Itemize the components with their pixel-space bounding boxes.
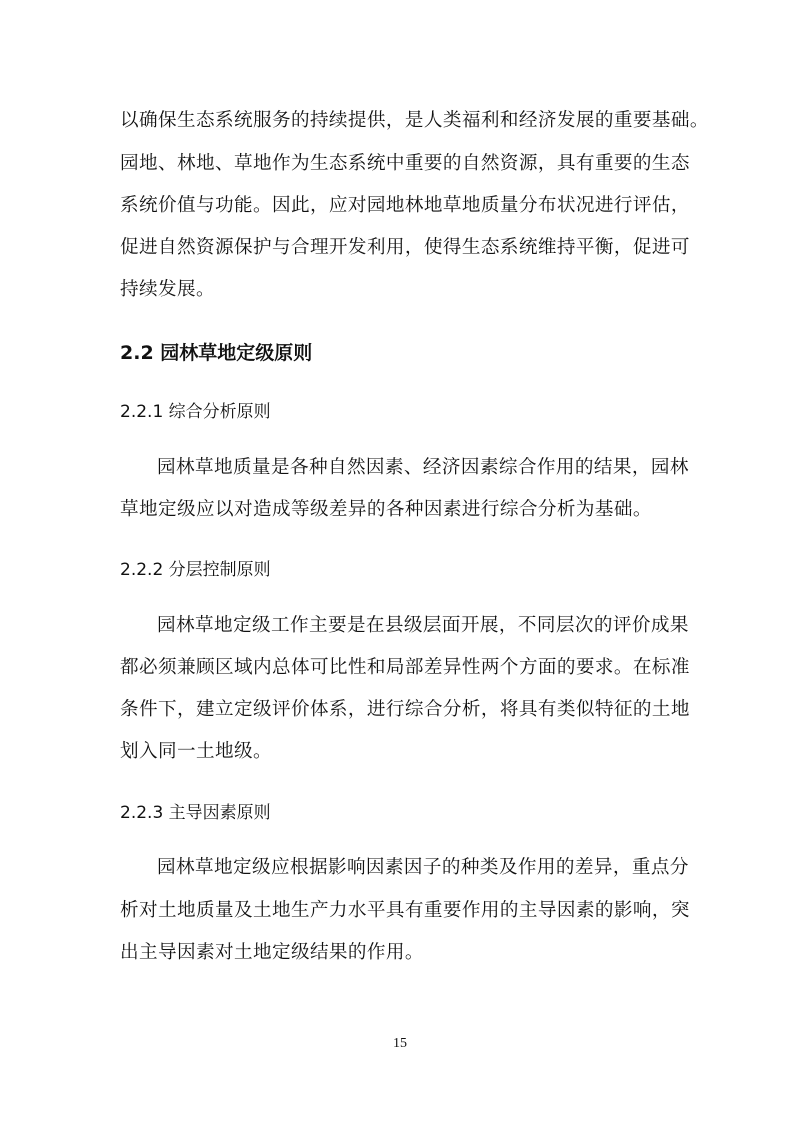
- text-line: 条件下，建立定级评价体系，进行综合分析，将具有类似特征的土地: [120, 699, 690, 720]
- subsection-heading: 2.2.3 主导因素原则: [120, 803, 271, 823]
- section-heading: 2.2 园林草地定级原则: [120, 342, 313, 364]
- subsection-heading: 2.2.1 综合分析原则: [120, 402, 271, 422]
- text-line: 促进自然资源保护与合理开发利用，使得生态系统维持平衡，促进可: [120, 237, 690, 258]
- text-line: 园林草地质量是各种自然因素、经济因素综合作用的结果，园林: [157, 457, 689, 478]
- text-line: 园地、林地、草地作为生态系统中重要的自然资源，具有重要的生态: [120, 153, 690, 174]
- text-line: 划入同一土地级。: [120, 741, 272, 762]
- text-line: 系统价值与功能。因此，应对园地林地草地质量分布状况进行评估，: [120, 195, 690, 216]
- text-line: 析对土地质量及土地生产力水平具有重要作用的主导因素的影响，突: [120, 900, 690, 921]
- text-line: 持续发展。: [120, 279, 215, 300]
- text-line: 园林草地定级工作主要是在县级层面开展，不同层次的评价成果: [157, 615, 689, 636]
- text-line: 草地定级应以对造成等级差异的各种因素进行综合分析为基础。: [120, 499, 652, 520]
- text-line: 园林草地定级应根据影响因素因子的种类及作用的差异，重点分: [157, 857, 689, 878]
- subsection-heading: 2.2.2 分层控制原则: [120, 560, 271, 580]
- text-line: 以确保生态系统服务的持续提供，是人类福利和经济发展的重要基础。: [120, 110, 709, 131]
- page-number: 15: [393, 1036, 407, 1051]
- text-line: 出主导因素对土地定级结果的作用。: [120, 942, 424, 963]
- text-line: 都必须兼顾区域内总体可比性和局部差异性两个方面的要求。在标准: [120, 657, 690, 678]
